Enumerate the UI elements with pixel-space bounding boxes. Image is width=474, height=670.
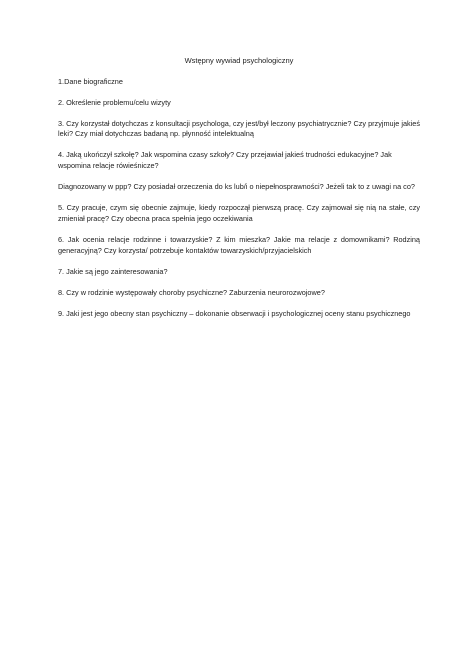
section-employment: 5. Czy pracuje, czym się obecnie zajmuje, kiedy rozpoczął pierwszą pracę. Czy zajmował się nią na stałe, czy zmieniał pracę? Czy obecna praca spełnia jego oczekiwania	[58, 203, 420, 223]
section-education: 4. Jaką ukończył szkołę? Jak wspomina czasy szkoły? Czy przejawiał jakieś trudności edukacyjne? Jak wspomina relacje rówieśnicze?	[58, 150, 392, 171]
document-title: Wstępny wywiad psychologiczny	[184, 56, 294, 65]
section-problem-definition: 2. Określenie problemu/celu wizyty	[58, 97, 171, 107]
document-body	[58, 56, 420, 330]
section-prior-consultations: 3. Czy korzystał dotychczas z konsultacji psychologa, czy jest/był leczony psychiatrycznie? Czy przyjmuje jakieś leki? Czy miał dotychczas badaną np. płynność intelektualną	[58, 118, 420, 139]
section-family-relations: 6. Jak ocenia relacje rodzinne i towarzyskie? Z kim mieszka? Jakie ma relacje z domownikami? Rodziną generacyjną? Czy korzysta/ potrzebuje kontaktów towarzyskich/przyjacielskich	[58, 234, 420, 255]
section-interests: 7. Jakie są jego zainteresowania?	[58, 266, 168, 276]
section-mental-state: 9. Jaki jest jego obecny stan psychiczny – dokonanie obserwacji i psychologicznej oceny stanu psychicznego	[58, 308, 411, 318]
section-family-history: 8. Czy w rodzinie występowały choroby psychiczne? Zaburzenia neurorozwojowe?	[58, 287, 325, 297]
section-biographical-data: 1.Dane biograficzne	[58, 76, 123, 86]
section-diagnosis: Diagnozowany w ppp? Czy posiadał orzeczenia do ks lub/i o niepełnosprawności? Jeżeli tak to z uwagi na co?	[58, 182, 415, 192]
